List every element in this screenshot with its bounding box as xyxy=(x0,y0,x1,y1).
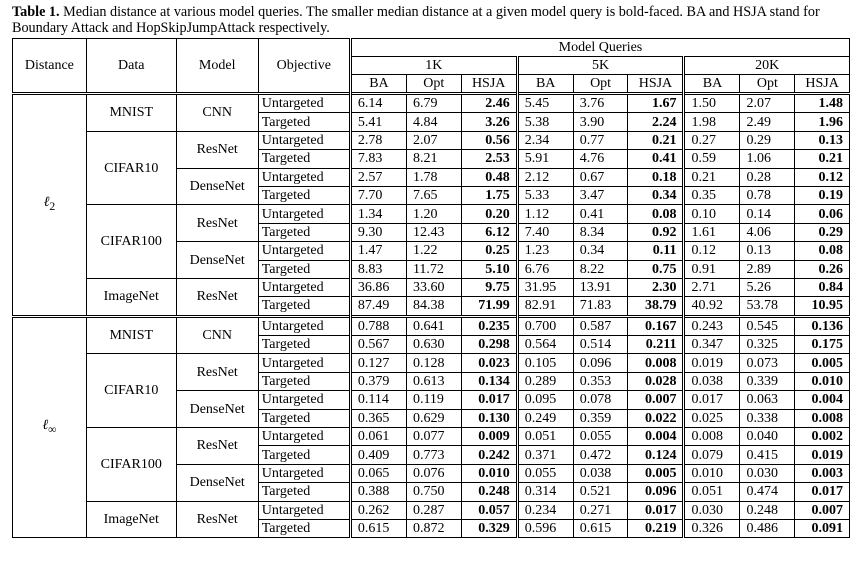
value-cell-best: 0.057 xyxy=(461,501,517,519)
value-cell: 0.21 xyxy=(684,168,740,186)
value-cell: 0.347 xyxy=(684,336,740,354)
distance-symbol: ℓ xyxy=(43,194,50,211)
value-cell: 0.038 xyxy=(573,464,628,482)
value-cell: 0.615 xyxy=(573,519,628,537)
value-cell-best: 1.67 xyxy=(628,94,684,113)
value-cell: 0.339 xyxy=(740,372,795,390)
value-cell: 0.271 xyxy=(573,501,628,519)
value-cell: 0.008 xyxy=(684,428,740,446)
model-cell: DenseNet xyxy=(176,242,258,279)
dataset-cell: CIFAR100 xyxy=(86,428,176,502)
value-cell: 0.514 xyxy=(573,336,628,354)
distance-metric xyxy=(13,316,87,538)
value-cell: 0.630 xyxy=(406,336,461,354)
dataset-cell: MNIST xyxy=(86,94,176,132)
value-cell: 0.079 xyxy=(684,446,740,464)
value-cell: 0.409 xyxy=(350,446,406,464)
distance-subscript: 2 xyxy=(49,200,56,214)
value-cell: 0.472 xyxy=(573,446,628,464)
value-cell-best: 0.06 xyxy=(795,205,850,223)
value-cell: 7.83 xyxy=(350,150,406,168)
objective-cell: Targeted xyxy=(258,483,350,501)
value-cell: 0.29 xyxy=(740,131,795,149)
header-data: Data xyxy=(86,39,176,94)
value-cell: 0.521 xyxy=(573,483,628,501)
table-row xyxy=(13,278,850,296)
value-cell: 0.055 xyxy=(573,428,628,446)
value-cell: 5.91 xyxy=(517,150,573,168)
value-cell: 2.07 xyxy=(740,94,795,113)
value-cell: 11.72 xyxy=(406,260,461,278)
value-cell: 8.22 xyxy=(573,260,628,278)
value-cell: 1.22 xyxy=(406,242,461,260)
header-query-5k: 5K xyxy=(517,57,684,75)
distance-metric xyxy=(13,94,87,317)
value-cell: 8.83 xyxy=(350,260,406,278)
value-cell-best: 0.003 xyxy=(795,464,850,482)
value-cell: 0.415 xyxy=(740,446,795,464)
objective-cell: Untargeted xyxy=(258,464,350,482)
value-cell-best: 0.167 xyxy=(628,316,684,335)
value-cell-best: 1.96 xyxy=(795,113,850,131)
value-cell: 0.063 xyxy=(740,391,795,409)
value-cell: 0.613 xyxy=(406,372,461,390)
value-cell: 2.07 xyxy=(406,131,461,149)
model-cell: ResNet xyxy=(176,131,258,168)
value-cell: 0.359 xyxy=(573,409,628,427)
value-cell: 0.629 xyxy=(406,409,461,427)
value-cell: 0.564 xyxy=(517,336,573,354)
value-cell: 1.50 xyxy=(684,94,740,113)
value-cell: 0.325 xyxy=(740,336,795,354)
value-cell-best: 0.56 xyxy=(461,131,517,149)
value-cell: 0.77 xyxy=(573,131,628,149)
value-cell-best: 0.34 xyxy=(628,186,684,204)
value-cell: 0.34 xyxy=(573,242,628,260)
header-model: Model xyxy=(176,39,258,94)
value-cell: 7.40 xyxy=(517,223,573,241)
value-cell-best: 0.48 xyxy=(461,168,517,186)
value-cell-best: 0.84 xyxy=(795,278,850,296)
value-cell-best: 0.211 xyxy=(628,336,684,354)
value-cell: 0.365 xyxy=(350,409,406,427)
value-cell: 0.287 xyxy=(406,501,461,519)
objective-cell: Untargeted xyxy=(258,354,350,372)
value-cell: 0.596 xyxy=(517,519,573,537)
value-cell: 1.06 xyxy=(740,150,795,168)
value-cell-best: 0.219 xyxy=(628,519,684,537)
value-cell-best: 1.48 xyxy=(795,94,850,113)
value-cell-best: 0.096 xyxy=(628,483,684,501)
value-cell-best: 71.99 xyxy=(461,297,517,316)
header-method-opt: Opt xyxy=(740,75,795,94)
value-cell: 0.040 xyxy=(740,428,795,446)
value-cell: 8.34 xyxy=(573,223,628,241)
value-cell-best: 0.08 xyxy=(795,242,850,260)
value-cell-best: 0.134 xyxy=(461,372,517,390)
value-cell: 0.474 xyxy=(740,483,795,501)
table-row xyxy=(13,316,850,335)
header-row-1 xyxy=(13,39,850,57)
objective-cell: Targeted xyxy=(258,150,350,168)
value-cell: 33.60 xyxy=(406,278,461,296)
model-cell: DenseNet xyxy=(176,464,258,501)
value-cell: 31.95 xyxy=(517,278,573,296)
value-cell: 0.700 xyxy=(517,316,573,335)
value-cell: 0.025 xyxy=(684,409,740,427)
value-cell: 0.096 xyxy=(573,354,628,372)
value-cell: 0.051 xyxy=(684,483,740,501)
value-cell: 40.92 xyxy=(684,297,740,316)
value-cell-best: 0.242 xyxy=(461,446,517,464)
value-cell: 2.12 xyxy=(517,168,573,186)
value-cell: 0.41 xyxy=(573,205,628,223)
value-cell: 71.83 xyxy=(573,297,628,316)
table-row xyxy=(13,428,850,446)
value-cell: 6.76 xyxy=(517,260,573,278)
value-cell: 13.91 xyxy=(573,278,628,296)
value-cell-best: 0.022 xyxy=(628,409,684,427)
table-row xyxy=(13,94,850,113)
model-cell: CNN xyxy=(176,316,258,354)
value-cell: 0.051 xyxy=(517,428,573,446)
value-cell-best: 0.248 xyxy=(461,483,517,501)
distance-subscript: ∞ xyxy=(48,422,57,436)
value-cell: 0.379 xyxy=(350,372,406,390)
value-cell: 0.248 xyxy=(740,501,795,519)
caption-text: Median distance at various model queries. The smaller median distance at a given model query is bold-faced. BA and HSJA stand for Boundary Attack and HopSkipJumpAttack respectively. xyxy=(12,4,820,36)
dataset-cell: MNIST xyxy=(86,316,176,354)
value-cell: 0.10 xyxy=(684,205,740,223)
objective-cell: Untargeted xyxy=(258,131,350,149)
value-cell-best: 0.007 xyxy=(795,501,850,519)
value-cell: 0.038 xyxy=(684,372,740,390)
value-cell: 0.28 xyxy=(740,168,795,186)
value-cell: 0.019 xyxy=(684,354,740,372)
value-cell: 2.71 xyxy=(684,278,740,296)
value-cell: 0.127 xyxy=(350,354,406,372)
caption-label: Table 1. xyxy=(12,4,60,20)
value-cell-best: 0.08 xyxy=(628,205,684,223)
value-cell: 0.615 xyxy=(350,519,406,537)
value-cell: 0.061 xyxy=(350,428,406,446)
value-cell: 0.017 xyxy=(684,391,740,409)
value-cell-best: 0.008 xyxy=(795,409,850,427)
model-cell: ResNet xyxy=(176,354,258,391)
value-cell-best: 2.53 xyxy=(461,150,517,168)
value-cell-best: 0.92 xyxy=(628,223,684,241)
value-cell: 0.030 xyxy=(684,501,740,519)
value-cell-best: 0.009 xyxy=(461,428,517,446)
dataset-cell: CIFAR100 xyxy=(86,205,176,279)
value-cell: 0.587 xyxy=(573,316,628,335)
value-cell: 0.010 xyxy=(684,464,740,482)
value-cell: 2.89 xyxy=(740,260,795,278)
value-cell-best: 38.79 xyxy=(628,297,684,316)
value-cell: 0.12 xyxy=(684,242,740,260)
value-cell: 0.030 xyxy=(740,464,795,482)
dataset-cell: CIFAR10 xyxy=(86,131,176,205)
value-cell-best: 0.091 xyxy=(795,519,850,537)
value-cell: 0.91 xyxy=(684,260,740,278)
value-cell: 5.26 xyxy=(740,278,795,296)
value-cell: 0.234 xyxy=(517,501,573,519)
value-cell: 0.065 xyxy=(350,464,406,482)
value-cell: 0.249 xyxy=(517,409,573,427)
model-cell: DenseNet xyxy=(176,391,258,428)
value-cell-best: 0.298 xyxy=(461,336,517,354)
value-cell-best: 0.010 xyxy=(461,464,517,482)
objective-cell: Untargeted xyxy=(258,391,350,409)
header-query-1k: 1K xyxy=(350,57,517,75)
value-cell-best: 0.004 xyxy=(795,391,850,409)
header-method-opt: Opt xyxy=(573,75,628,94)
objective-cell: Targeted xyxy=(258,336,350,354)
value-cell-best: 10.95 xyxy=(795,297,850,316)
value-cell: 0.114 xyxy=(350,391,406,409)
value-cell: 0.486 xyxy=(740,519,795,537)
value-cell-best: 0.010 xyxy=(795,372,850,390)
value-cell-best: 2.46 xyxy=(461,94,517,113)
value-cell: 0.773 xyxy=(406,446,461,464)
value-cell: 82.91 xyxy=(517,297,573,316)
value-cell: 5.45 xyxy=(517,94,573,113)
value-cell: 1.20 xyxy=(406,205,461,223)
value-cell: 1.61 xyxy=(684,223,740,241)
objective-cell: Targeted xyxy=(258,409,350,427)
objective-cell: Untargeted xyxy=(258,278,350,296)
header-method-ba: BA xyxy=(350,75,406,94)
value-cell: 1.47 xyxy=(350,242,406,260)
objective-cell: Untargeted xyxy=(258,205,350,223)
dataset-cell: CIFAR10 xyxy=(86,354,176,428)
model-cell: ResNet xyxy=(176,501,258,538)
value-cell: 0.750 xyxy=(406,483,461,501)
value-cell: 1.98 xyxy=(684,113,740,131)
value-cell: 0.105 xyxy=(517,354,573,372)
value-cell: 0.055 xyxy=(517,464,573,482)
value-cell: 0.872 xyxy=(406,519,461,537)
value-cell: 0.289 xyxy=(517,372,573,390)
value-cell-best: 0.175 xyxy=(795,336,850,354)
value-cell-best: 0.017 xyxy=(461,391,517,409)
value-cell: 6.79 xyxy=(406,94,461,113)
value-cell-best: 0.25 xyxy=(461,242,517,260)
value-cell: 6.14 xyxy=(350,94,406,113)
value-cell-best: 0.41 xyxy=(628,150,684,168)
objective-cell: Untargeted xyxy=(258,94,350,113)
value-cell-best: 0.023 xyxy=(461,354,517,372)
value-cell: 0.078 xyxy=(573,391,628,409)
table-row xyxy=(13,354,850,372)
value-cell: 9.30 xyxy=(350,223,406,241)
model-cell: ResNet xyxy=(176,278,258,316)
model-cell: ResNet xyxy=(176,428,258,465)
value-cell-best: 0.75 xyxy=(628,260,684,278)
value-cell: 0.128 xyxy=(406,354,461,372)
objective-cell: Targeted xyxy=(258,519,350,537)
value-cell-best: 0.235 xyxy=(461,316,517,335)
objective-cell: Untargeted xyxy=(258,316,350,335)
objective-cell: Targeted xyxy=(258,297,350,316)
value-cell: 4.06 xyxy=(740,223,795,241)
table-row xyxy=(13,205,850,223)
value-cell-best: 0.29 xyxy=(795,223,850,241)
value-cell: 0.326 xyxy=(684,519,740,537)
value-cell: 0.095 xyxy=(517,391,573,409)
results-table-body xyxy=(13,39,850,538)
value-cell: 12.43 xyxy=(406,223,461,241)
value-cell: 4.76 xyxy=(573,150,628,168)
value-cell: 36.86 xyxy=(350,278,406,296)
value-cell: 0.27 xyxy=(684,131,740,149)
objective-cell: Targeted xyxy=(258,223,350,241)
value-cell-best: 0.21 xyxy=(795,150,850,168)
value-cell: 0.119 xyxy=(406,391,461,409)
value-cell: 2.57 xyxy=(350,168,406,186)
value-cell-best: 9.75 xyxy=(461,278,517,296)
value-cell: 0.59 xyxy=(684,150,740,168)
value-cell-best: 0.028 xyxy=(628,372,684,390)
value-cell: 0.641 xyxy=(406,316,461,335)
value-cell: 3.90 xyxy=(573,113,628,131)
value-cell-best: 0.18 xyxy=(628,168,684,186)
value-cell-best: 2.24 xyxy=(628,113,684,131)
table-row xyxy=(13,501,850,519)
value-cell-best: 6.12 xyxy=(461,223,517,241)
header-method-opt: Opt xyxy=(406,75,461,94)
value-cell-best: 0.13 xyxy=(795,131,850,149)
distance-symbol: ℓ xyxy=(42,417,49,434)
header-objective: Objective xyxy=(258,39,350,94)
table-caption xyxy=(12,4,852,36)
value-cell: 1.23 xyxy=(517,242,573,260)
model-cell: DenseNet xyxy=(176,168,258,205)
value-cell-best: 0.007 xyxy=(628,391,684,409)
dataset-cell: ImageNet xyxy=(86,278,176,316)
objective-cell: Targeted xyxy=(258,372,350,390)
value-cell: 0.371 xyxy=(517,446,573,464)
value-cell: 2.49 xyxy=(740,113,795,131)
value-cell-best: 0.136 xyxy=(795,316,850,335)
header-method-hsja: HSJA xyxy=(461,75,517,94)
value-cell-best: 0.11 xyxy=(628,242,684,260)
value-cell: 87.49 xyxy=(350,297,406,316)
value-cell-best: 0.005 xyxy=(628,464,684,482)
header-query-20k: 20K xyxy=(684,57,850,75)
value-cell-best: 2.30 xyxy=(628,278,684,296)
objective-cell: Targeted xyxy=(258,260,350,278)
value-cell: 2.34 xyxy=(517,131,573,149)
value-cell-best: 0.002 xyxy=(795,428,850,446)
objective-cell: Targeted xyxy=(258,446,350,464)
header-method-ba: BA xyxy=(684,75,740,94)
value-cell: 0.077 xyxy=(406,428,461,446)
value-cell: 0.67 xyxy=(573,168,628,186)
header-distance: Distance xyxy=(13,39,87,94)
value-cell-best: 0.26 xyxy=(795,260,850,278)
objective-cell: Untargeted xyxy=(258,428,350,446)
value-cell: 7.65 xyxy=(406,186,461,204)
value-cell: 0.567 xyxy=(350,336,406,354)
value-cell: 0.314 xyxy=(517,483,573,501)
header-method-hsja: HSJA xyxy=(628,75,684,94)
value-cell: 0.262 xyxy=(350,501,406,519)
value-cell: 0.545 xyxy=(740,316,795,335)
value-cell: 5.41 xyxy=(350,113,406,131)
value-cell: 3.47 xyxy=(573,186,628,204)
objective-cell: Targeted xyxy=(258,113,350,131)
value-cell: 7.70 xyxy=(350,186,406,204)
model-cell: CNN xyxy=(176,94,258,132)
value-cell: 8.21 xyxy=(406,150,461,168)
value-cell-best: 5.10 xyxy=(461,260,517,278)
value-cell: 0.78 xyxy=(740,186,795,204)
value-cell-best: 0.329 xyxy=(461,519,517,537)
header-method-ba: BA xyxy=(517,75,573,94)
value-cell: 4.84 xyxy=(406,113,461,131)
value-cell-best: 3.26 xyxy=(461,113,517,131)
dataset-cell: ImageNet xyxy=(86,501,176,538)
value-cell-best: 0.21 xyxy=(628,131,684,149)
model-cell: ResNet xyxy=(176,205,258,242)
table-row xyxy=(13,131,850,149)
value-cell: 0.243 xyxy=(684,316,740,335)
value-cell: 0.073 xyxy=(740,354,795,372)
value-cell: 0.35 xyxy=(684,186,740,204)
objective-cell: Untargeted xyxy=(258,242,350,260)
value-cell: 3.76 xyxy=(573,94,628,113)
value-cell: 0.388 xyxy=(350,483,406,501)
value-cell-best: 0.124 xyxy=(628,446,684,464)
value-cell: 2.78 xyxy=(350,131,406,149)
value-cell: 1.78 xyxy=(406,168,461,186)
value-cell-best: 0.005 xyxy=(795,354,850,372)
value-cell-best: 1.75 xyxy=(461,186,517,204)
value-cell: 84.38 xyxy=(406,297,461,316)
value-cell: 5.38 xyxy=(517,113,573,131)
value-cell-best: 0.12 xyxy=(795,168,850,186)
value-cell-best: 0.20 xyxy=(461,205,517,223)
value-cell-best: 0.130 xyxy=(461,409,517,427)
header-model-queries: Model Queries xyxy=(350,39,849,57)
results-table xyxy=(12,38,850,538)
value-cell: 53.78 xyxy=(740,297,795,316)
value-cell: 0.338 xyxy=(740,409,795,427)
value-cell: 5.33 xyxy=(517,186,573,204)
value-cell: 0.076 xyxy=(406,464,461,482)
value-cell-best: 0.019 xyxy=(795,446,850,464)
objective-cell: Targeted xyxy=(258,186,350,204)
value-cell-best: 0.19 xyxy=(795,186,850,204)
value-cell: 0.14 xyxy=(740,205,795,223)
value-cell: 1.34 xyxy=(350,205,406,223)
value-cell: 0.788 xyxy=(350,316,406,335)
value-cell: 0.13 xyxy=(740,242,795,260)
value-cell-best: 0.008 xyxy=(628,354,684,372)
value-cell: 1.12 xyxy=(517,205,573,223)
objective-cell: Untargeted xyxy=(258,501,350,519)
value-cell-best: 0.017 xyxy=(795,483,850,501)
header-method-hsja: HSJA xyxy=(795,75,850,94)
value-cell: 0.353 xyxy=(573,372,628,390)
value-cell-best: 0.017 xyxy=(628,501,684,519)
objective-cell: Untargeted xyxy=(258,168,350,186)
value-cell-best: 0.004 xyxy=(628,428,684,446)
